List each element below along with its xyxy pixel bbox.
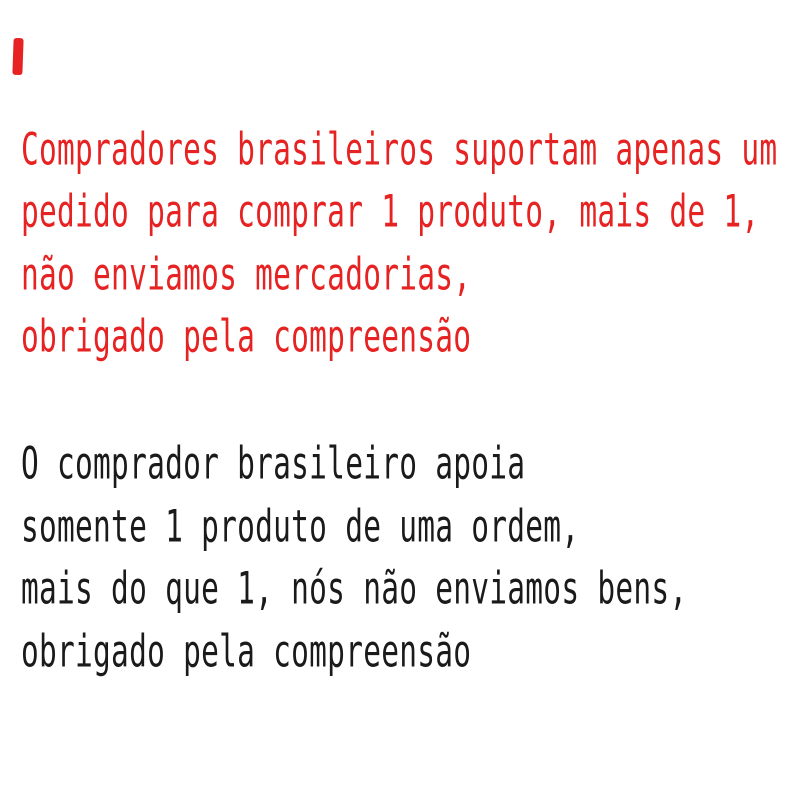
notice-line-black-4: obrigado pela compreensão	[21, 626, 472, 677]
notice-line-red-3: não enviamos mercadorias,	[21, 249, 472, 300]
notice-line-black-1: O comprador brasileiro apoia	[21, 438, 526, 489]
notice-line-red-4: obrigado pela compreensão	[21, 311, 472, 362]
notice-line-black-3: mais do que 1, nós não enviamos bens,	[21, 563, 688, 614]
notice-line-red-2: pedido para comprar 1 produto, mais de 1,	[21, 186, 760, 237]
notice-line-red-1: Compradores brasileiros suportam apenas um	[21, 124, 778, 175]
notice-line-black-2: somente 1 produto de uma ordem,	[21, 501, 580, 552]
red-mark	[12, 38, 23, 75]
